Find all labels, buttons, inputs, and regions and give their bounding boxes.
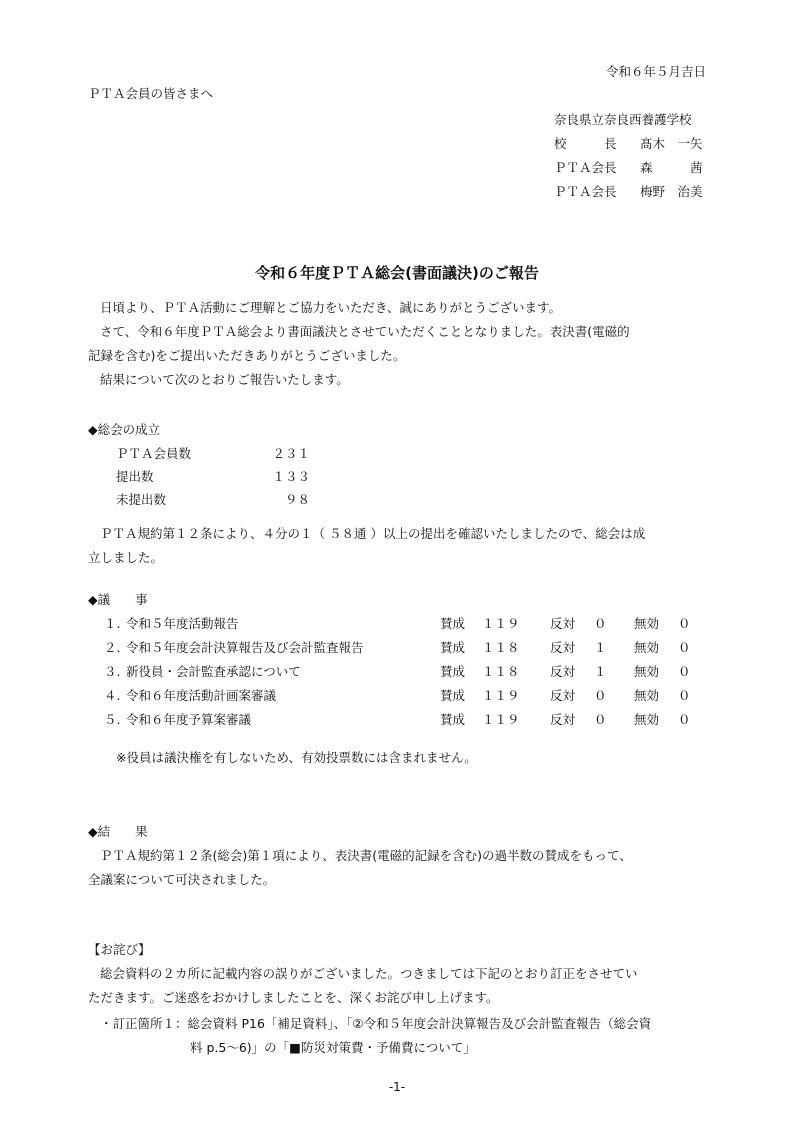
for-count: １１９ bbox=[482, 616, 520, 631]
page-title: 令和６年度ＰＴＡ総会(書面議決)のご報告 bbox=[255, 264, 539, 282]
result-line: ＰＴＡ規約第１２条(総会)第１項により、表決書(電磁的記録を含む)の過半数の賛成をもって、 bbox=[100, 848, 632, 863]
for-count: １１９ bbox=[482, 688, 520, 703]
for-label: 賛成 bbox=[440, 712, 466, 727]
pta-president-title: ＰＴＡ会長 bbox=[554, 160, 617, 175]
pta-president-name-2: 梅野 治美 bbox=[640, 184, 703, 199]
agenda-title: 令和６年度予算案審議 bbox=[126, 712, 252, 727]
agenda-row bbox=[0, 662, 794, 684]
result-line: 全議案について可決されました。 bbox=[88, 872, 276, 887]
for-count: １１９ bbox=[482, 712, 520, 727]
correction-line: ・訂正箇所１：総会資料 P16「補足資料」、「②令和５年度会計決算報告及び会計監査報告（総会資 bbox=[100, 1016, 652, 1031]
against-count: ０ bbox=[594, 688, 607, 703]
agenda-note: ※役員は議決権を有しないため、有効投票数には含まれません。 bbox=[116, 750, 477, 765]
invalid-label: 無効 bbox=[634, 712, 660, 727]
against-label: 反対 bbox=[550, 712, 576, 727]
intro-line: 日頃より、ＰＴＡ活動にご理解とご協力をいただき、誠にありがとうございます。 bbox=[100, 300, 562, 315]
agenda-title: 令和５年度活動報告 bbox=[126, 616, 239, 631]
pta-president-title-2: ＰＴＡ会長 bbox=[554, 184, 617, 199]
agenda-title: 令和５年度会計決算報告及び会計監査報告 bbox=[126, 640, 364, 655]
intro-line: 記録を含む)をご提出いただきありがとうございました。 bbox=[88, 348, 406, 363]
invalid-label: 無効 bbox=[634, 640, 660, 655]
apology-heading: 【お詫び】 bbox=[88, 942, 151, 957]
against-count: ０ bbox=[594, 712, 607, 727]
for-label: 賛成 bbox=[440, 688, 466, 703]
agenda-heading: ◆議 事 bbox=[88, 592, 148, 607]
for-label: 賛成 bbox=[440, 640, 466, 655]
establishment-heading: ◆総会の成立 bbox=[88, 422, 161, 437]
agenda-number: ５. bbox=[104, 712, 121, 727]
invalid-label: 無効 bbox=[634, 616, 660, 631]
establishment-note-line: ＰＴＡ規約第１２条により、４分の１（ ５８通 ）以上の提出を確認いたしましたので、総会は成 bbox=[100, 526, 646, 541]
not-submitted-count-label: 未提出数 bbox=[116, 492, 167, 507]
against-label: 反対 bbox=[550, 688, 576, 703]
for-label: 賛成 bbox=[440, 616, 466, 631]
agenda-row bbox=[0, 710, 794, 732]
agenda-title: 新役員・会計監査承認について bbox=[126, 664, 301, 679]
agenda-row bbox=[0, 686, 794, 708]
invalid-label: 無効 bbox=[634, 664, 660, 679]
intro-line: さて、令和６年度ＰＴＡ総会より書面議決とさせていただくこととなりました。表決書(電磁的 bbox=[100, 324, 630, 339]
pta-president-name: 森 茜 bbox=[640, 160, 703, 175]
for-label: 賛成 bbox=[440, 664, 466, 679]
agenda-row bbox=[0, 614, 794, 636]
member-count-value: ２３１ bbox=[272, 446, 310, 461]
against-count: １ bbox=[594, 664, 607, 679]
invalid-count: ０ bbox=[678, 664, 691, 679]
agenda-number: １. bbox=[104, 616, 121, 631]
result-heading: ◆結 果 bbox=[88, 824, 148, 839]
page-number: -1- bbox=[388, 1080, 406, 1094]
document-date: 令和６年５月吉日 bbox=[605, 64, 706, 79]
invalid-count: ０ bbox=[678, 640, 691, 655]
agenda-number: ２. bbox=[104, 640, 121, 655]
principal-name: 髙木 一矢 bbox=[640, 136, 703, 151]
establishment-note-line: 立しました。 bbox=[88, 550, 164, 565]
invalid-count: ０ bbox=[678, 712, 691, 727]
submitted-count-value: １３３ bbox=[272, 469, 310, 484]
against-label: 反対 bbox=[550, 640, 576, 655]
for-count: １１８ bbox=[482, 640, 520, 655]
intro-line: 結果について次のとおりご報告いたします。 bbox=[100, 372, 349, 387]
against-count: ０ bbox=[594, 616, 607, 631]
for-count: １１８ bbox=[482, 664, 520, 679]
school-name: 奈良県立奈良西養護学校 bbox=[554, 112, 692, 127]
against-label: 反対 bbox=[550, 616, 576, 631]
apology-line: 総会資料の２カ所に記載内容の誤りがございました。つきましては下記のとおり訂正をさせてい bbox=[100, 966, 638, 981]
submitted-count-label: 提出数 bbox=[116, 469, 154, 484]
invalid-count: ０ bbox=[678, 616, 691, 631]
not-submitted-count-value: ９８ bbox=[284, 492, 310, 507]
invalid-label: 無効 bbox=[634, 688, 660, 703]
apology-line: ただきます。ご迷惑をおかけしましたことを、深くお詫び申し上げます。 bbox=[88, 990, 499, 1005]
correction-line: 料 p.5～6)」の「■防災対策費・予備費について」 bbox=[190, 1040, 476, 1055]
agenda-number: ４. bbox=[104, 688, 121, 703]
principal-title: 校 長 bbox=[554, 136, 617, 151]
member-count-label: ＰＴＡ会員数 bbox=[116, 446, 192, 461]
addressee: ＰＴＡ会員の皆さまへ bbox=[88, 86, 214, 101]
against-count: １ bbox=[594, 640, 607, 655]
invalid-count: ０ bbox=[678, 688, 691, 703]
against-label: 反対 bbox=[550, 664, 576, 679]
agenda-title: 令和６年度活動計画案審議 bbox=[126, 688, 277, 703]
agenda-number: ３. bbox=[104, 664, 121, 679]
agenda-row bbox=[0, 638, 794, 660]
